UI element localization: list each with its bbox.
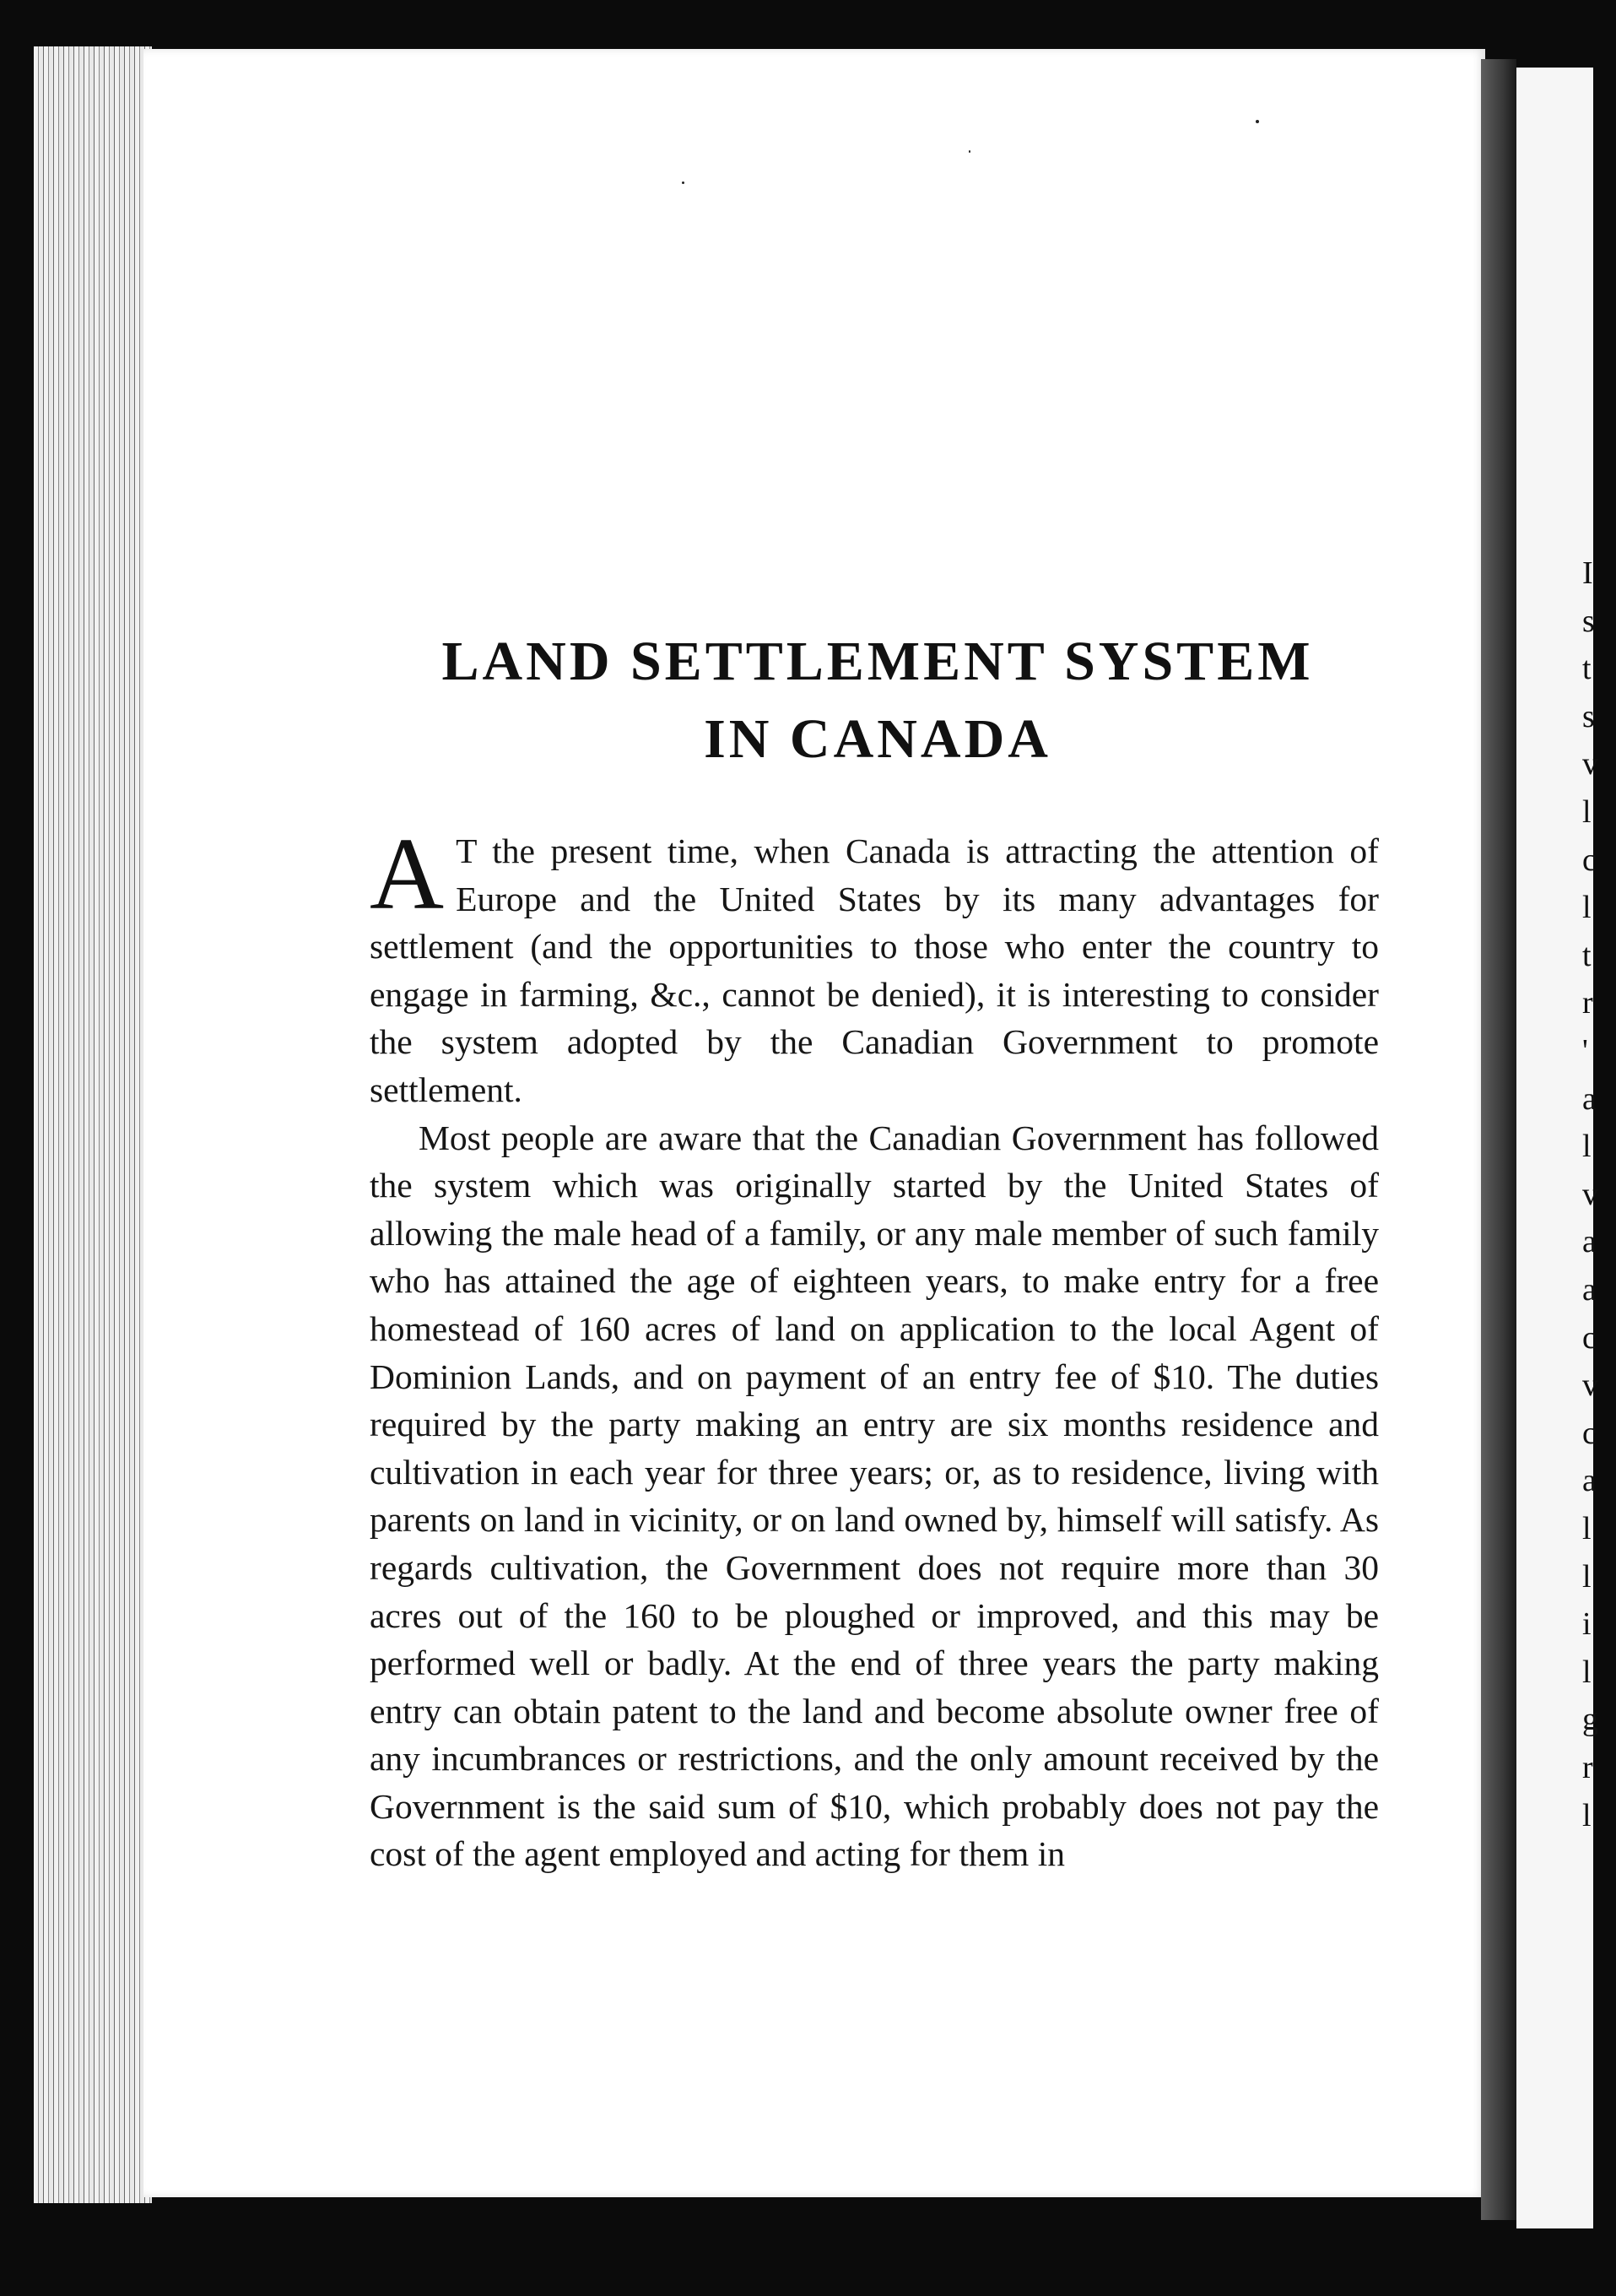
facing-page-letter: v [1582, 1367, 1598, 1404]
facing-page-letter: l [1582, 1558, 1592, 1595]
paragraph-1-text: T the present time, when Canada is attracting the attention of Europe and the United States by its many advantages for settlement (and the opportunities to those who enter the country to engage in farming, &c., cannot be denied), it is interesting to consider the system adopted by the Canadian Government to promote settlement. [370, 831, 1379, 1109]
book-gutter [1481, 59, 1516, 2220]
facing-page-letter: c [1582, 1415, 1597, 1451]
facing-page-letter: v [1582, 1176, 1598, 1212]
title-line-1: LAND SETTLEMENT SYSTEM [441, 631, 1314, 692]
facing-page-letter: t [1582, 651, 1592, 687]
dust-speck [682, 181, 684, 184]
facing-page-letter: I [1582, 555, 1593, 591]
dust-speck [1256, 120, 1259, 123]
facing-page-letter: g [1582, 1702, 1598, 1738]
facing-page-letter: v [1582, 746, 1598, 782]
dust-speck [969, 150, 970, 153]
facing-page-letter: c [1582, 1319, 1597, 1356]
facing-page-edge [1516, 68, 1598, 2228]
facing-page-letter: c [1582, 842, 1597, 878]
facing-page-letter: i [1582, 1606, 1592, 1643]
facing-page-letter: s [1582, 603, 1595, 639]
facing-page-letter: l [1582, 794, 1592, 830]
paragraph-2: Most people are aware that the Canadian Government has followed the system which was originally started by the United States of allowing the male head of a family, or any male member of such family who has attained the age of eighteen years, to make entry for a free homestead of 160 acres of land on application to the local Agent of Dominion Lands, and on payment of an entry fee of $10. The duties required by the party making an entry are six months residence and cultivation in each year for three years; or, as to residence, living with parents on land in vicinity, or on land owned by, himself will satisfy. As regards cultivation, the Government does not require more than 30 acres out of the 160 to be ploughed or improved, and this may be performed well or badly. At the end of three years the party making entry can obtain patent to the land and become absolute owner free of any incumbrances or restrictions, and the only amount received by the Government is the said sum of $10, which probably does not pay the cost of the agent employed and acting for them in [370, 1118, 1379, 1874]
facing-page-letter: l [1582, 1511, 1592, 1546]
facing-page-letter: t [1582, 937, 1592, 973]
page-title [371, 623, 1384, 778]
facing-page-letter: r [1582, 1750, 1593, 1785]
facing-page-letter: a [1582, 1463, 1597, 1499]
article-body [370, 817, 1379, 1878]
book-page-edges [34, 46, 152, 2203]
facing-page-letter: l [1582, 1797, 1592, 1833]
facing-page-letter: r [1582, 985, 1593, 1021]
title-line-2: IN CANADA [704, 708, 1051, 770]
facing-page-letter: l [1582, 890, 1592, 926]
facing-page-letter: l [1582, 1654, 1592, 1690]
facing-page-letter: a [1582, 1272, 1597, 1308]
facing-page-letter: l [1582, 1129, 1592, 1165]
paragraph-1 [370, 817, 1379, 1114]
facing-page-letter: a [1582, 1224, 1597, 1260]
facing-page-letter: s [1582, 698, 1595, 734]
facing-page-letter: ' [1582, 1033, 1588, 1069]
facing-page-letter: a [1582, 1080, 1597, 1117]
drop-cap: A [370, 817, 445, 931]
